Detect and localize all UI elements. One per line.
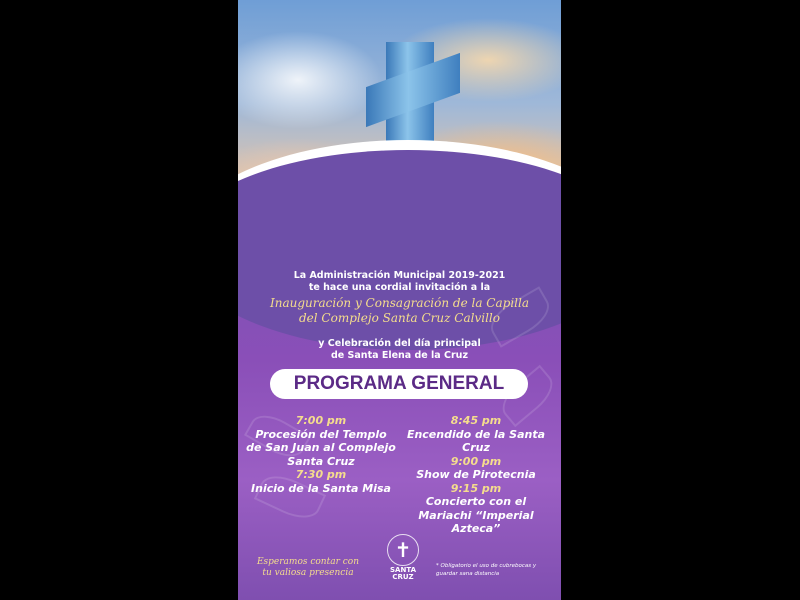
schedule-item (246, 414, 396, 468)
cross-emblem-icon: ✝ (387, 534, 419, 566)
schedule-left-column (246, 414, 396, 495)
closing-message: Esperamos contar con tu valiosa presencia (256, 557, 360, 578)
celebration-line-2: de Santa Elena de la Cruz (331, 350, 468, 361)
schedule-right-column (401, 414, 551, 536)
schedule-desc: Encendido de la Santa Cruz (406, 427, 546, 454)
invitation-poster (238, 0, 561, 600)
schedule-item (246, 468, 396, 495)
event-title (238, 296, 561, 326)
schedule-time: 9:15 pm (450, 481, 502, 495)
schedule-item (401, 482, 551, 536)
intro-text (238, 270, 561, 294)
event-title-line-2: del Complejo Santa Cruz Calvillo (299, 311, 500, 325)
logo-text: SANTA CRUZ (390, 566, 416, 581)
schedule-item (401, 414, 551, 455)
santa-cruz-logo (385, 534, 421, 588)
schedule-desc: Procesión del Templo de San Juan al Complejo Santa Cruz (246, 427, 396, 468)
schedule-time: 8:45 pm (450, 414, 502, 427)
schedule-time: 7:30 pm (295, 468, 347, 481)
health-note: * Obligatorio el uso de cubrebocas y guardar sana distancia (436, 563, 537, 577)
schedule-item (401, 455, 551, 482)
schedule-time: 7:00 pm (295, 414, 347, 427)
event-title-line-1: Inauguración y Consagración de la Capilla (269, 296, 529, 310)
intro-line-2: te hace una cordial invitación a la (308, 282, 491, 293)
celebration-line-1: y Celebración del día principal (318, 338, 481, 349)
celebration-text (238, 338, 561, 362)
schedule-desc: Inicio de la Santa Misa (251, 481, 391, 495)
schedule-desc: Show de Pirotecnia (416, 468, 536, 481)
program-heading: PROGRAMA GENERAL (270, 369, 528, 399)
schedule-desc: Concierto con el Mariachi “Imperial Azteca” (418, 495, 534, 535)
intro-line-1: La Administración Municipal 2019-2021 (293, 270, 506, 281)
schedule-time: 9:00 pm (450, 454, 502, 468)
